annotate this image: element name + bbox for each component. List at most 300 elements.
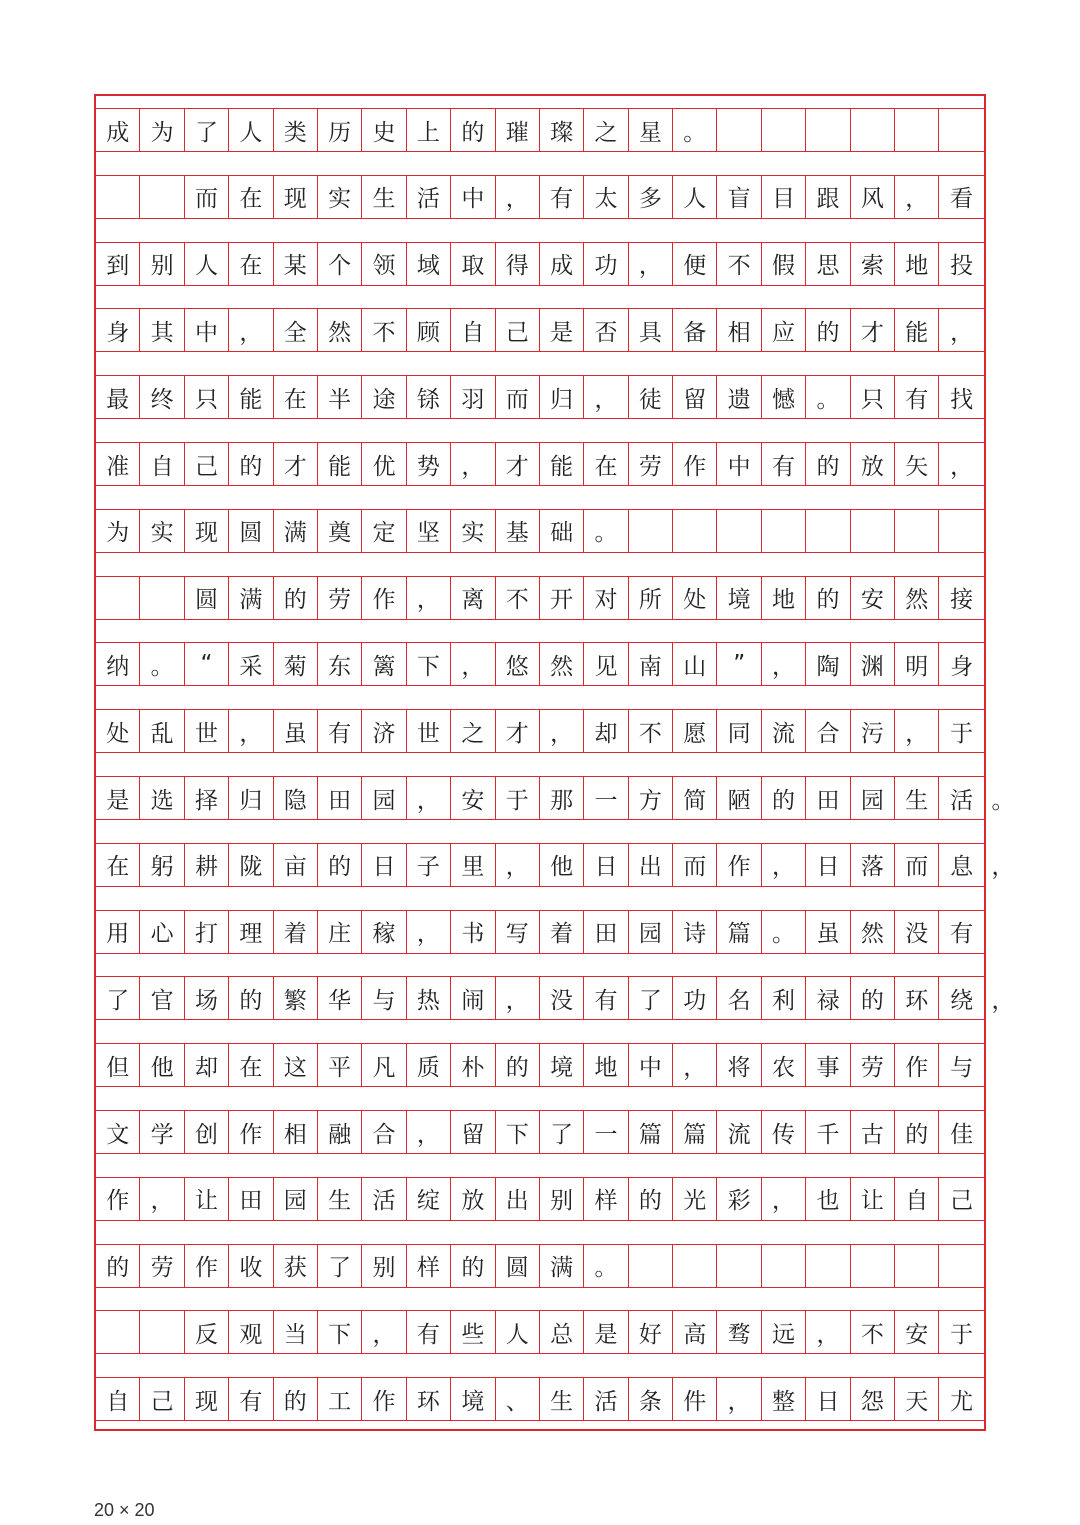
grid-cell: 环 [407, 1378, 451, 1420]
grid-cell: 的 [806, 443, 850, 485]
grid-cell: 能 [318, 443, 362, 485]
grid-cell: 择 [185, 777, 229, 819]
grid-cell: 能 [229, 376, 273, 418]
grid-cell [762, 510, 806, 552]
grid-cell: 别 [362, 1245, 406, 1287]
grid-cell: 传 [762, 1111, 806, 1153]
grid-cell: ， [895, 710, 939, 752]
grid-cell: 与 [950, 1054, 974, 1081]
grid-cell: 自 [895, 1178, 939, 1220]
grid-row [96, 910, 984, 954]
grid-cell: 一 [584, 1111, 628, 1153]
grid-cell: ， [762, 1178, 806, 1220]
grid-cell: 不 [362, 309, 406, 351]
grid-cell: 活 [362, 1178, 406, 1220]
grid-row [96, 709, 984, 753]
grid-cell: 身 [950, 653, 974, 680]
grid-cell: 只 [851, 376, 895, 418]
grid-cell: 在 [229, 1044, 273, 1086]
grid-cell: ， [407, 777, 451, 819]
grid-cell: 却 [584, 710, 628, 752]
grid-cell: ， [140, 1178, 184, 1220]
grid-cell: 圆 [229, 510, 273, 552]
grid-cell: 千 [806, 1111, 850, 1153]
grid-cell: 样 [584, 1178, 628, 1220]
grid-cell [717, 109, 761, 151]
grid-cell: 有 [895, 376, 939, 418]
grid-cell: 尤 [950, 1388, 974, 1415]
grid-cell: 只 [185, 376, 229, 418]
grid-cell: 的 [806, 309, 850, 351]
grid-cell: 终 [140, 376, 184, 418]
grid-cell: 为 [140, 109, 184, 151]
grid-cell: 世 [407, 710, 451, 752]
grid-row [96, 1043, 984, 1087]
grid-cell: ， [451, 643, 495, 685]
grid-cell: 里 [451, 844, 495, 886]
grid-cell: 的 [229, 977, 273, 1019]
grid-cell: 陇 [229, 844, 273, 886]
grid-cell: 准 [96, 443, 140, 485]
grid-cell: 出 [629, 844, 673, 886]
grid-cell: 园 [851, 777, 895, 819]
grid-cell: 归 [540, 376, 584, 418]
grid-cell: 而 [895, 844, 939, 886]
grid-cell: 在 [96, 844, 140, 886]
grid-cell: 然 [851, 911, 895, 953]
grid-cell: 子 [407, 844, 451, 886]
grid-cell: 。 [673, 109, 717, 151]
grid-cell: 。 [140, 643, 184, 685]
grid-cell: 光 [673, 1178, 717, 1220]
grid-cell: 他 [140, 1044, 184, 1086]
grid-cell: 。 [584, 510, 628, 552]
grid-cell: 繁 [274, 977, 318, 1019]
grid-cell: 相 [717, 309, 761, 351]
grid-cell: 的 [451, 109, 495, 151]
grid-cell: 然 [540, 643, 584, 685]
grid-cell: ， [629, 243, 673, 285]
grid-cell: 之 [584, 109, 628, 151]
grid-cell: 人 [229, 109, 273, 151]
grid-cell: 地 [762, 577, 806, 619]
grid-row [96, 108, 984, 152]
grid-cell: 样 [407, 1245, 451, 1287]
grid-cell: 劳 [851, 1044, 895, 1086]
grid-cell: 放 [451, 1178, 495, 1220]
grid-cell: ， [496, 977, 540, 1019]
grid-cell: 现 [274, 176, 318, 218]
grid-cell: 坚 [407, 510, 451, 552]
grid-cell: 合 [806, 710, 850, 752]
grid-cell: 别 [540, 1178, 584, 1220]
grid-cell: 渊 [851, 643, 895, 685]
grid-cell: 了 [96, 977, 140, 1019]
grid-cell: 劳 [140, 1245, 184, 1287]
grid-cell: 名 [717, 977, 761, 1019]
grid-cell: 事 [806, 1044, 850, 1086]
grid-cell: 处 [96, 710, 140, 752]
grid-cell: 园 [629, 911, 673, 953]
grid-cell: 满 [229, 577, 273, 619]
grid-cell: 乱 [140, 710, 184, 752]
grid-row [96, 1244, 984, 1288]
grid-cell: 高 [673, 1311, 717, 1353]
grid-cell: 星 [629, 109, 673, 151]
grid-cell: 己 [185, 443, 229, 485]
grid-cell: 篇 [673, 1111, 717, 1153]
grid-cell: 篇 [629, 1111, 673, 1153]
grid-cell: 备 [673, 309, 717, 351]
grid-cell: ， [496, 176, 540, 218]
grid-cell: 的 [229, 443, 273, 485]
grid-cell: 生 [540, 1378, 584, 1420]
grid-cell: 他 [540, 844, 584, 886]
grid-cell: 于 [950, 720, 974, 747]
grid-cell [673, 510, 717, 552]
grid-cell: 为 [96, 510, 140, 552]
grid-cell: 篇 [717, 911, 761, 953]
grid-cell: 亩 [274, 844, 318, 886]
grid-cell: 能 [895, 309, 939, 351]
grid-cell: 开 [540, 577, 584, 619]
grid-cell: 才 [496, 710, 540, 752]
grid-cell: 有 [407, 1311, 451, 1353]
grid-cell: ， [362, 1311, 406, 1353]
grid-cell: 出 [496, 1178, 540, 1220]
grid-cell [629, 1245, 673, 1287]
grid-cell [851, 510, 895, 552]
grid-cell: 也 [806, 1178, 850, 1220]
grid-cell: 有 [950, 921, 974, 948]
grid-cell: 留 [673, 376, 717, 418]
grid-cell: 矢 [895, 443, 939, 485]
grid-row [96, 1110, 984, 1154]
grid-cell: 质 [407, 1044, 451, 1086]
grid-cell: 官 [140, 977, 184, 1019]
grid-cell: 件 [673, 1378, 717, 1420]
grid-cell: 活 [584, 1378, 628, 1420]
grid-cell: 热 [407, 977, 451, 1019]
grid-cell: 在 [229, 243, 273, 285]
grid-cell: 稼 [362, 911, 406, 953]
grid-cell: 才 [274, 443, 318, 485]
grid-cell: 总 [540, 1311, 584, 1353]
manuscript-grid [94, 94, 986, 1431]
grid-cell: 才 [851, 309, 895, 351]
grid-cell: ， [673, 1044, 717, 1086]
grid-cell [673, 1245, 717, 1287]
grid-cell: 地 [895, 243, 939, 285]
grid-cell: 所 [629, 577, 673, 619]
grid-cell: 是 [584, 1311, 628, 1353]
grid-cell: 的 [895, 1111, 939, 1153]
grid-cell: 自 [96, 1378, 140, 1420]
grid-cell [806, 109, 850, 151]
grid-cell: 一 [584, 777, 628, 819]
grid-cell: 离 [451, 577, 495, 619]
grid-cell: 有 [584, 977, 628, 1019]
grid-cell: 的 [96, 1245, 140, 1287]
grid-cell: 陋 [717, 777, 761, 819]
grid-cell: 人 [496, 1311, 540, 1353]
grid-cell: 自 [140, 443, 184, 485]
grid-cell: 具 [629, 309, 673, 351]
grid-cell: 济 [362, 710, 406, 752]
grid-cell: 不 [717, 243, 761, 285]
grid-cell: 在 [584, 443, 628, 485]
grid-cell: 历 [318, 109, 362, 151]
grid-cell: 劳 [629, 443, 673, 485]
grid-cell: 而 [496, 376, 540, 418]
grid-cell: 田 [584, 911, 628, 953]
grid-cell: 假 [762, 243, 806, 285]
grid-cell: 环 [895, 977, 939, 1019]
grid-cell: 之 [451, 710, 495, 752]
grid-cell [96, 577, 140, 619]
margin-punctuation-mark: 。 [991, 787, 1015, 814]
grid-cell: 虽 [274, 710, 318, 752]
grid-cell [717, 1245, 761, 1287]
grid-cell [939, 510, 983, 552]
grid-cell: 地 [584, 1044, 628, 1086]
grid-cell: 下 [496, 1111, 540, 1153]
grid-cell: 在 [229, 176, 273, 218]
grid-cell [851, 1245, 895, 1287]
grid-row [96, 1310, 984, 1354]
grid-cell: 人 [673, 176, 717, 218]
grid-cell: 获 [274, 1245, 318, 1287]
grid-cell: 放 [851, 443, 895, 485]
grid-cell: 安 [451, 777, 495, 819]
grid-cell: 中 [629, 1044, 673, 1086]
grid-cell: 些 [451, 1311, 495, 1353]
margin-punctuation-mark: ， [991, 987, 1015, 1014]
grid-cell: 园 [362, 777, 406, 819]
grid-cell: 山 [673, 643, 717, 685]
grid-cell: ， [407, 577, 451, 619]
grid-cell: 佳 [950, 1121, 974, 1148]
grid-cell: 于 [950, 1321, 974, 1348]
grid-cell: ， [229, 309, 273, 351]
grid-cell: 境 [451, 1378, 495, 1420]
grid-cell: 好 [629, 1311, 673, 1353]
grid-cell: 采 [229, 643, 273, 685]
grid-cell: 的 [806, 577, 850, 619]
grid-cell: 作 [362, 577, 406, 619]
grid-cell: 有 [229, 1378, 273, 1420]
grid-cell [806, 1245, 850, 1287]
grid-cell: 途 [362, 376, 406, 418]
grid-cell: 怨 [851, 1378, 895, 1420]
grid-cell: 污 [851, 710, 895, 752]
grid-cell: 归 [229, 777, 273, 819]
grid-cell: 、 [496, 1378, 540, 1420]
grid-cell: 中 [717, 443, 761, 485]
grid-cell: ， [895, 176, 939, 218]
grid-cell: 落 [851, 844, 895, 886]
grid-cell: 身 [96, 309, 140, 351]
grid-cell: 对 [584, 577, 628, 619]
grid-cell [939, 109, 983, 151]
grid-row [96, 642, 984, 686]
grid-cell: 反 [185, 1311, 229, 1353]
grid-cell: 作 [673, 443, 717, 485]
grid-cell [762, 1245, 806, 1287]
grid-row [96, 509, 984, 553]
grid-cell: 有 [318, 710, 362, 752]
grid-cell: 当 [274, 1311, 318, 1353]
grid-cell: 安 [895, 1311, 939, 1353]
grid-cell: 世 [185, 710, 229, 752]
grid-cell: 的 [629, 1178, 673, 1220]
grid-cell: 徒 [629, 376, 673, 418]
grid-cell: 羽 [451, 376, 495, 418]
grid-cell: 闹 [451, 977, 495, 1019]
grid-cell: 绽 [407, 1178, 451, 1220]
grid-cell: 绕 [950, 987, 974, 1014]
grid-cell: 明 [895, 643, 939, 685]
grid-cell: 古 [851, 1111, 895, 1153]
grid-cell: 基 [496, 510, 540, 552]
grid-cell [851, 109, 895, 151]
grid-cell: 奠 [318, 510, 362, 552]
grid-size-label: 20 × 20 [94, 1500, 155, 1520]
grid-cell: 别 [140, 243, 184, 285]
grid-cell: 安 [851, 577, 895, 619]
grid-cell: 投 [950, 253, 974, 280]
grid-cell: 日 [362, 844, 406, 886]
grid-cell: 盲 [717, 176, 761, 218]
grid-row [96, 576, 984, 620]
grid-cell: 平 [318, 1044, 362, 1086]
grid-cell: 的 [318, 844, 362, 886]
grid-cell: 着 [274, 911, 318, 953]
grid-cell: 同 [717, 710, 761, 752]
grid-cell: 悠 [496, 643, 540, 685]
grid-row [96, 1377, 984, 1421]
grid-cell: 遗 [717, 376, 761, 418]
grid-cell: 现 [185, 510, 229, 552]
grid-cell: 的 [762, 777, 806, 819]
grid-cell: “ [185, 643, 229, 685]
margin-punctuation-mark: ， [991, 854, 1015, 881]
grid-cell: 有 [540, 176, 584, 218]
grid-cell: 最 [96, 376, 140, 418]
grid-cell: 作 [717, 844, 761, 886]
grid-cell: 写 [496, 911, 540, 953]
grid-cell: ， [407, 911, 451, 953]
grid-cell: 隐 [274, 777, 318, 819]
grid-cell: 这 [274, 1044, 318, 1086]
grid-row [96, 843, 984, 887]
grid-cell: 了 [185, 109, 229, 151]
grid-cell: 是 [540, 309, 584, 351]
grid-cell: 农 [762, 1044, 806, 1086]
grid-cell: 活 [950, 787, 974, 814]
grid-cell: 满 [274, 510, 318, 552]
grid-cell: 诗 [673, 911, 717, 953]
grid-cell: 愿 [673, 710, 717, 752]
grid-cell: 应 [762, 309, 806, 351]
grid-cell: 而 [185, 176, 229, 218]
grid-cell: 能 [540, 443, 584, 485]
grid-cell: 菊 [274, 643, 318, 685]
grid-cell [717, 510, 761, 552]
grid-cell: 成 [96, 109, 140, 151]
grid-cell: 定 [362, 510, 406, 552]
grid-cell: 观 [229, 1311, 273, 1353]
grid-cell: 的 [274, 1378, 318, 1420]
grid-cell: 骛 [717, 1311, 761, 1353]
grid-cell: 憾 [762, 376, 806, 418]
grid-cell: 却 [185, 1044, 229, 1086]
grid-cell: 凡 [362, 1044, 406, 1086]
grid-cell: 没 [895, 911, 939, 953]
grid-cell: 取 [451, 243, 495, 285]
grid-cell: 势 [407, 443, 451, 485]
grid-cell: 多 [629, 176, 673, 218]
grid-cell: 作 [185, 1245, 229, 1287]
grid-cell: 没 [540, 977, 584, 1019]
grid-cell: 的 [451, 1245, 495, 1287]
grid-cell: 铩 [407, 376, 451, 418]
grid-cell: 朴 [451, 1044, 495, 1086]
grid-cell: 不 [496, 577, 540, 619]
grid-cell: 自 [451, 309, 495, 351]
grid-cell: ， [407, 1111, 451, 1153]
grid-cell: 远 [762, 1311, 806, 1353]
grid-cell: 了 [318, 1245, 362, 1287]
grid-cell: 田 [229, 1178, 273, 1220]
grid-cell: 功 [584, 243, 628, 285]
grid-cell: 彩 [717, 1178, 761, 1220]
grid-cell: 与 [362, 977, 406, 1019]
grid-cell: 作 [96, 1178, 140, 1220]
grid-row [96, 242, 984, 286]
grid-cell: 了 [629, 977, 673, 1019]
grid-row [96, 375, 984, 419]
grid-cell: 田 [318, 777, 362, 819]
grid-cell: 留 [451, 1111, 495, 1153]
grid-row [96, 442, 984, 486]
grid-cell: 让 [185, 1178, 229, 1220]
grid-cell: 实 [140, 510, 184, 552]
grid-cell: ， [717, 1378, 761, 1420]
grid-cell: 在 [274, 376, 318, 418]
grid-cell: 己 [496, 309, 540, 351]
grid-row [96, 976, 984, 1020]
grid-cell: 然 [318, 309, 362, 351]
grid-cell: 类 [274, 109, 318, 151]
grid-cell: 于 [496, 777, 540, 819]
grid-cell [895, 1245, 939, 1287]
grid-cell: 生 [362, 176, 406, 218]
grid-cell [140, 1311, 184, 1353]
grid-cell: 不 [629, 710, 673, 752]
grid-cell: 田 [806, 777, 850, 819]
grid-cell: 合 [362, 1111, 406, 1153]
grid-cell: 陶 [806, 643, 850, 685]
grid-cell: 太 [584, 176, 628, 218]
grid-cell: 不 [851, 1311, 895, 1353]
grid-cell: 的 [851, 977, 895, 1019]
grid-cell: 史 [362, 109, 406, 151]
grid-cell: 让 [851, 1178, 895, 1220]
grid-cell: 场 [185, 977, 229, 1019]
grid-cell: ， [229, 710, 273, 752]
grid-cell: ， [950, 319, 974, 346]
